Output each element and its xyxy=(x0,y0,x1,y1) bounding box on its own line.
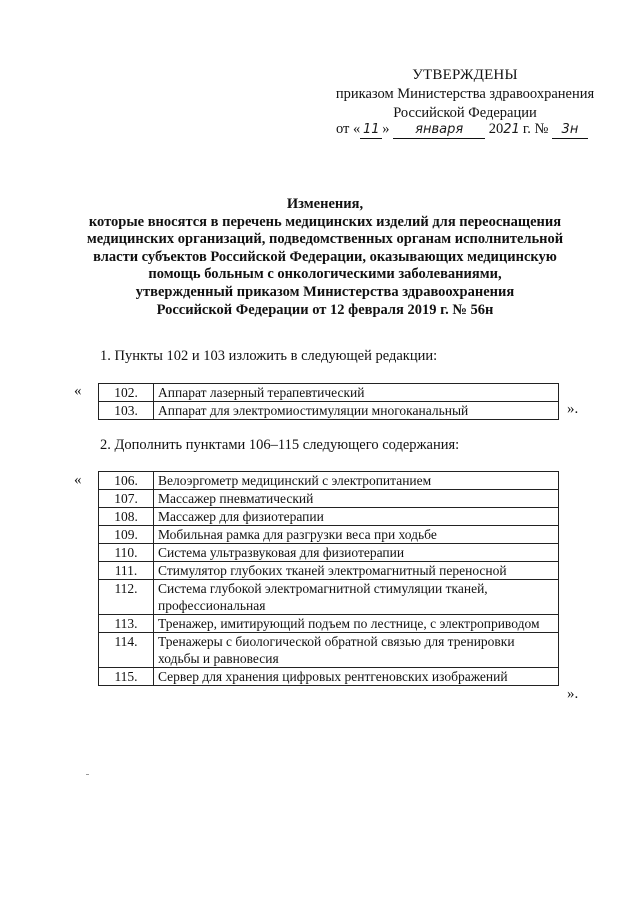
item-number: 111. xyxy=(99,562,154,580)
section-1-open-quote: « xyxy=(74,383,82,399)
approval-block xyxy=(330,66,600,123)
item-number: 110. xyxy=(99,544,154,562)
approval-date-line xyxy=(336,121,606,139)
item-name: Стимулятор глубоких тканей электромагнитный переносной xyxy=(154,562,559,580)
item-name: Мобильная рамка для разгрузки веса при ходьбе xyxy=(154,526,559,544)
title-line: которые вносятся в перечень медицинских изделий для переоснащения xyxy=(88,213,562,230)
table-row xyxy=(99,402,559,420)
item-number: 106. xyxy=(99,472,154,490)
item-number: 113. xyxy=(99,615,154,633)
item-name: Аппарат для электромиостимуляции многоканальный xyxy=(154,402,559,420)
table-row xyxy=(99,633,559,668)
table-row xyxy=(99,526,559,544)
item-name: Аппарат лазерный терапевтический xyxy=(154,384,559,402)
title-line: медицинских организаций, подведомственных органам исполнительной xyxy=(86,231,564,248)
item-name: Массажер пневматический xyxy=(154,490,559,508)
title-line: утвержденный приказом Министерства здравоохранения xyxy=(135,283,515,300)
approved-line-2: Российской Федерации xyxy=(393,105,537,121)
item-number: 103. xyxy=(99,402,154,420)
table-row xyxy=(99,472,559,490)
approved-heading: УТВЕРЖДЕНЫ xyxy=(412,67,518,83)
item-number: 115. xyxy=(99,668,154,686)
table-row xyxy=(99,490,559,508)
table-row xyxy=(99,615,559,633)
table-row xyxy=(99,580,559,615)
item-number: 112. xyxy=(99,580,154,615)
handwritten-month: января xyxy=(393,122,485,139)
table-row xyxy=(99,562,559,580)
approved-line-1: приказом Министерства здравоохранения xyxy=(335,86,595,102)
item-name: Сервер для хранения цифровых рентгеновских изображений xyxy=(154,668,559,686)
section-2-text: 2. Дополнить пунктами 106–115 следующего содержания: xyxy=(100,437,460,453)
handwritten-year: 21 xyxy=(503,122,520,137)
item-name: Велоэргометр медицинский с электропитанием xyxy=(154,472,559,490)
title-line: Изменения, xyxy=(286,196,364,212)
title-line: власти субъектов Российской Федерации, оказывающих медицинскую xyxy=(93,248,557,265)
table-row xyxy=(99,544,559,562)
section-1-close-quote: ». xyxy=(567,401,579,417)
document-title xyxy=(40,196,610,319)
item-name: Массажер для физиотерапии xyxy=(154,508,559,526)
table-row xyxy=(99,668,559,686)
table-row xyxy=(99,384,559,402)
item-number: 102. xyxy=(99,384,154,402)
title-line: помощь больным с онкологическими заболеваниями, xyxy=(148,266,502,283)
table-row xyxy=(99,508,559,526)
date-mid: » xyxy=(382,121,390,137)
item-name: Тренажеры с биологической обратной связью для тренировки ходьбы и равновесия xyxy=(154,633,559,668)
handwritten-day: 11 xyxy=(360,122,382,139)
year-prefix: 20 xyxy=(488,121,504,137)
item-number: 109. xyxy=(99,526,154,544)
title-line: Российской Федерации от 12 февраля 2019 г. № 56н xyxy=(156,301,494,318)
scan-speck xyxy=(86,774,89,775)
item-number: 114. xyxy=(99,633,154,668)
item-name: Тренажер, имитирующий подъем по лестнице, с электроприводом xyxy=(154,615,559,633)
section-1-text: 1. Пункты 102 и 103 изложить в следующей редакции: xyxy=(100,348,438,364)
date-prefix: от « xyxy=(336,121,361,137)
section-1-table xyxy=(98,383,559,420)
item-number: 108. xyxy=(99,508,154,526)
item-name: Система ультразвуковая для физиотерапии xyxy=(154,544,559,562)
item-number: 107. xyxy=(99,490,154,508)
section-2-open-quote: « xyxy=(74,472,82,488)
year-end: г. № xyxy=(522,121,549,137)
section-2-close-quote: ». xyxy=(567,686,579,702)
handwritten-order-number: 3н xyxy=(552,122,588,139)
item-name: Система глубокой электромагнитной стимуляции тканей, профессиональная xyxy=(154,580,559,615)
section-2-table xyxy=(98,471,559,686)
